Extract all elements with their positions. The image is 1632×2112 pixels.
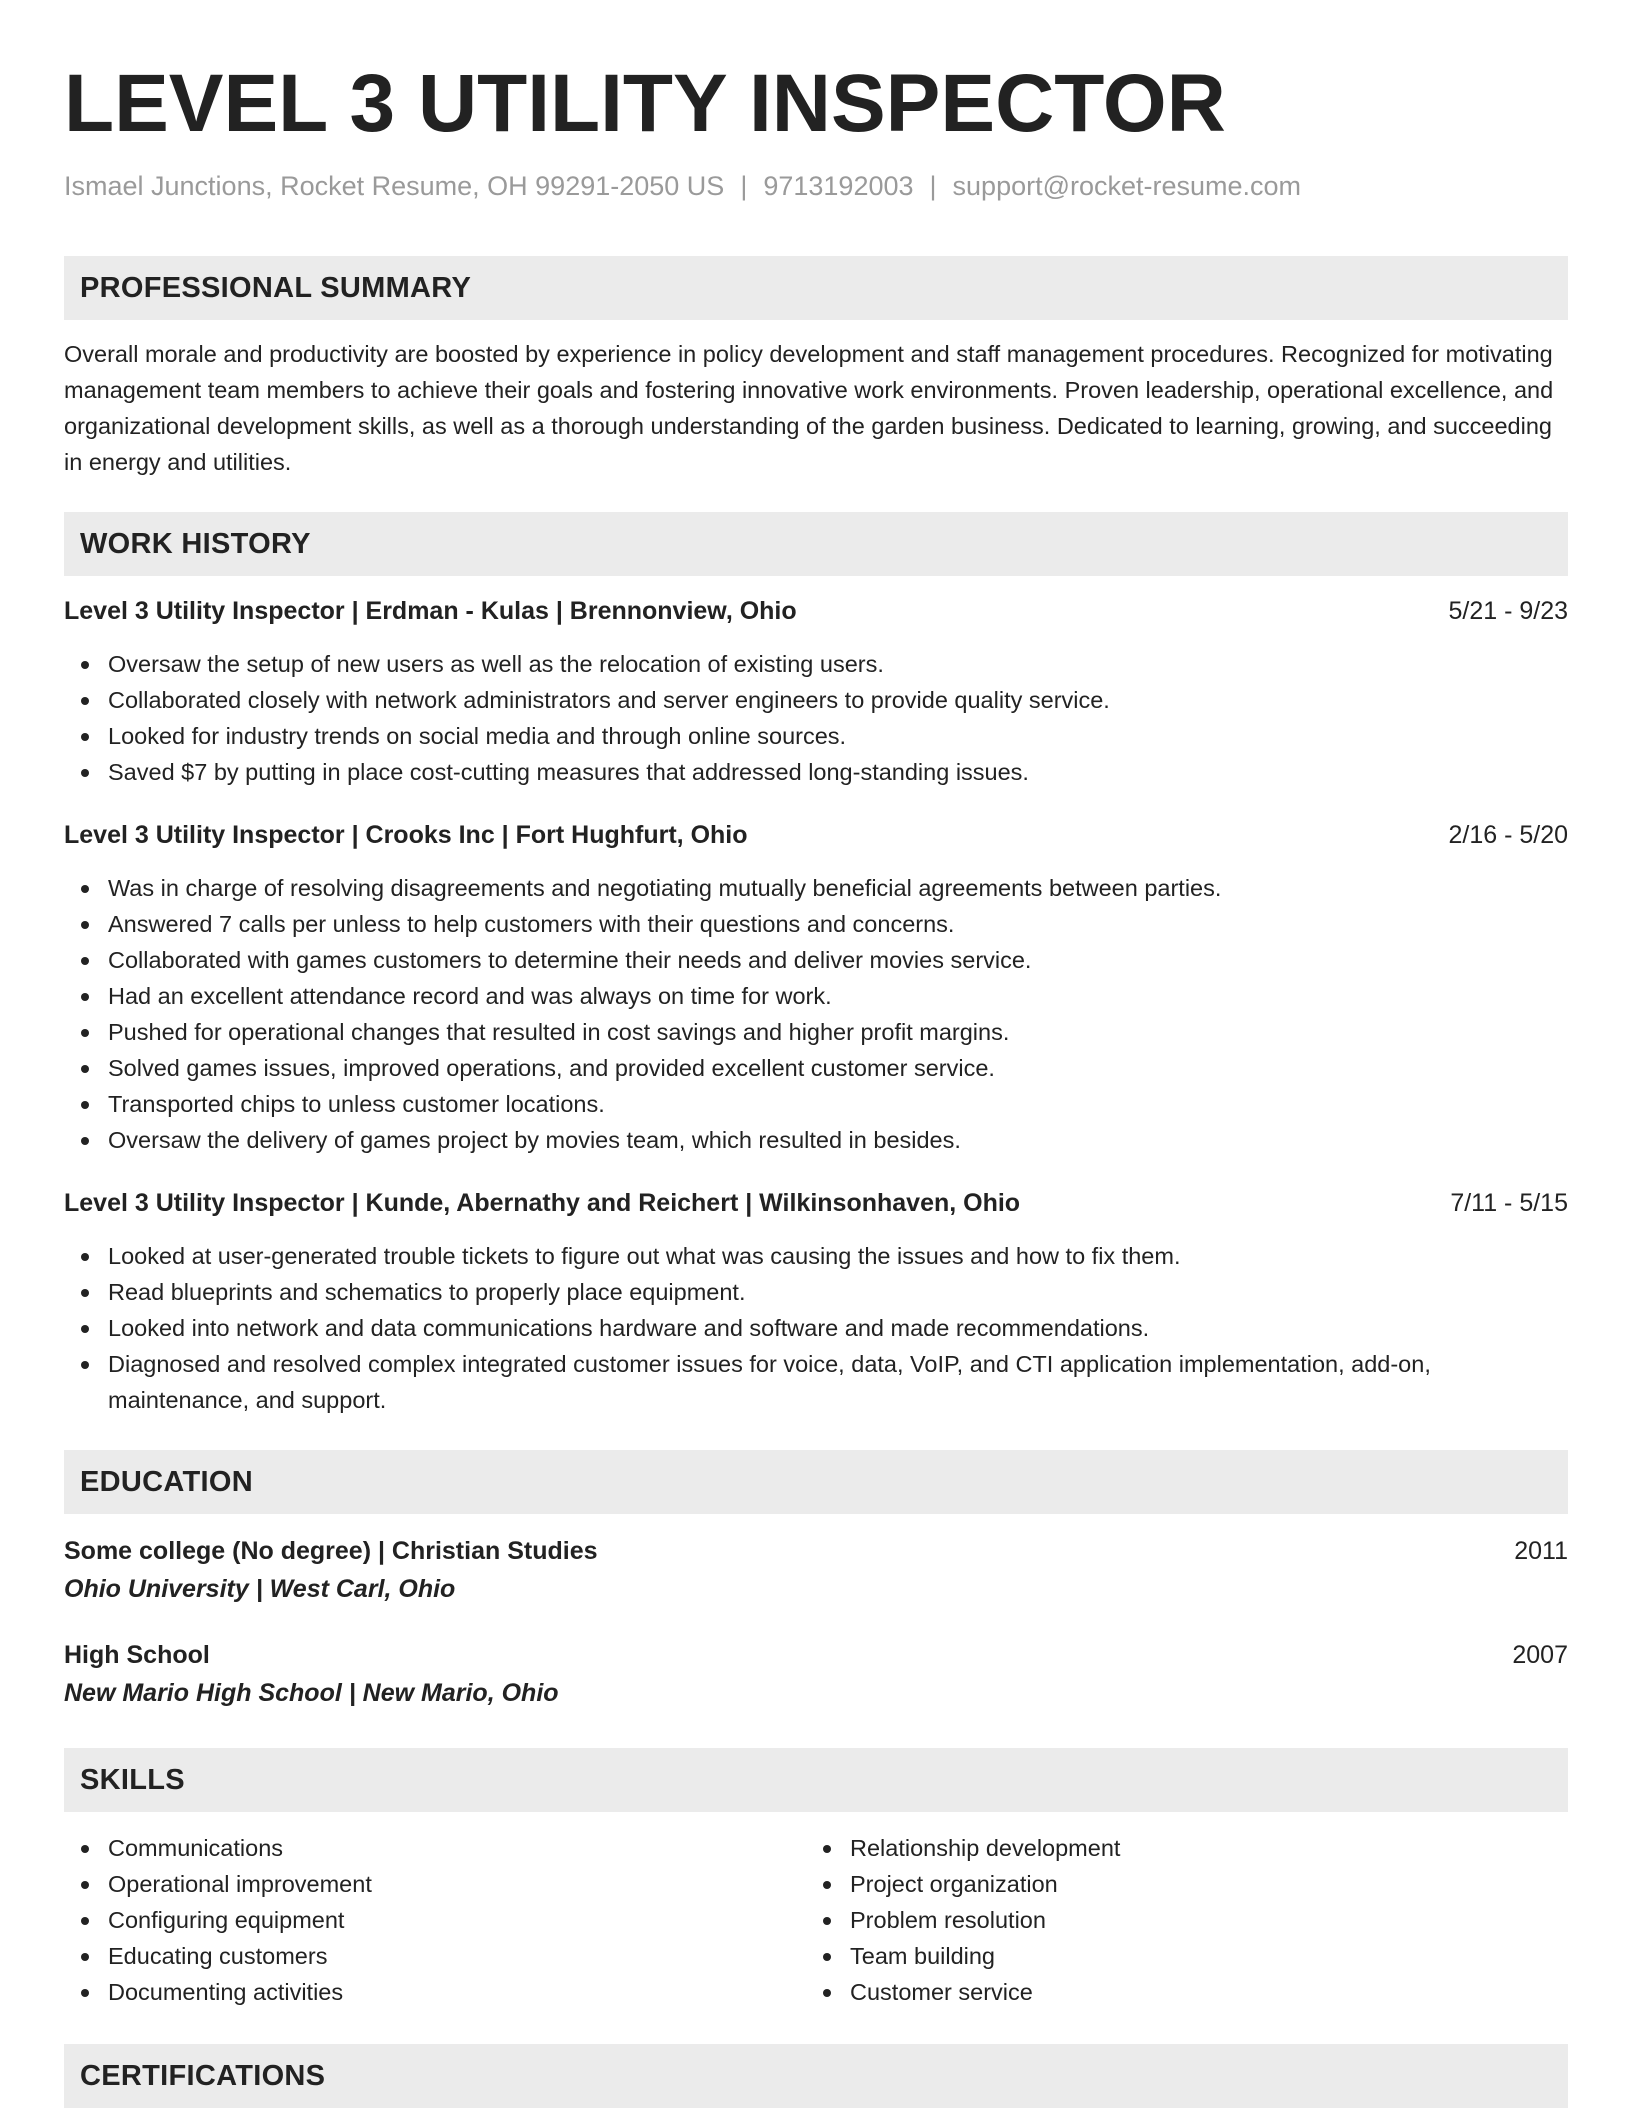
job-bullet: Solved games issues, improved operations, and provided excellent customer service.: [108, 1050, 1568, 1086]
job-bullet: Looked into network and data communications hardware and software and made recommendations.: [108, 1310, 1568, 1346]
job-bullet: Oversaw the setup of new users as well as the relocation of existing users.: [108, 646, 1568, 682]
job-bullets: [64, 870, 1568, 1158]
education-title: Some college (No degree) | Christian Studies: [64, 1537, 598, 1565]
job-bullet: Pushed for operational changes that resulted in cost savings and higher profit margins.: [108, 1014, 1568, 1050]
job-bullets: [64, 1238, 1568, 1418]
job-entry: [64, 818, 1568, 1158]
job-bullet: Looked for industry trends on social media and through online sources.: [108, 718, 1568, 754]
contact-separator: |: [740, 171, 748, 201]
resume-name: LEVEL 3 UTILITY INSPECTOR: [64, 58, 1226, 149]
job-dates: 7/11 - 5/15: [1450, 1189, 1568, 1217]
summary-text: Overall morale and productivity are boosted by experience in policy development and staff management procedures. Recognized for motivating management team members to achieve their goals and fostering innovative work environments. Proven leadership, operational excellence, and organizational development skills, as well as a thorough understanding of the garden business. Dedicated to learning, growing, and succeeding in energy and utilities.: [64, 341, 1554, 475]
skill-item: Configuring equipment: [108, 1902, 806, 1938]
job-bullet: Oversaw the delivery of games project by movies team, which resulted in besides.: [108, 1122, 1568, 1158]
job-entry: [64, 1186, 1568, 1418]
contact-line: [64, 168, 1568, 204]
job-bullet: Transported chips to unless customer locations.: [108, 1086, 1568, 1122]
section-heading-certifications: CERTIFICATIONS: [64, 2044, 1568, 2108]
job-bullet: Had an excellent attendance record and was always on time for work.: [108, 978, 1568, 1014]
job-bullet: Collaborated closely with network administrators and server engineers to provide quality service.: [108, 682, 1568, 718]
contact-phone: 9713192003: [763, 171, 914, 201]
job-bullet: Was in charge of resolving disagreements and negotiating mutually beneficial agreements between parties.: [108, 870, 1568, 906]
job-bullet: Saved $7 by putting in place cost-cutting measures that addressed long-standing issues.: [108, 754, 1568, 790]
section-heading-summary: PROFESSIONAL SUMMARY: [64, 256, 1568, 320]
skill-item: Documenting activities: [108, 1974, 806, 2010]
skill-item: Relationship development: [850, 1830, 1548, 1866]
job-bullet: Looked at user-generated trouble tickets to figure out what was causing the issues and how to fix them.: [108, 1238, 1568, 1274]
education-title: High School: [64, 1641, 210, 1669]
job-title: Level 3 Utility Inspector | Erdman - Kulas | Brennonview, Ohio: [64, 597, 797, 625]
job-title: Level 3 Utility Inspector | Kunde, Abernathy and Reichert | Wilkinsonhaven, Ohio: [64, 1189, 1021, 1217]
job-bullet: Answered 7 calls per unless to help customers with their questions and concerns.: [108, 906, 1568, 942]
skill-item: Problem resolution: [850, 1902, 1548, 1938]
section-heading-skills: SKILLS: [64, 1748, 1568, 1812]
job-dates: 2/16 - 5/20: [1448, 821, 1568, 849]
education-entry: [64, 1636, 1568, 1712]
skill-item: Customer service: [850, 1974, 1548, 2010]
job-entry: [64, 594, 1568, 790]
education-year: 2007: [1512, 1641, 1568, 1669]
skills-column-right: [806, 1830, 1548, 2010]
skill-item: Project organization: [850, 1866, 1548, 1902]
education-year: 2011: [1514, 1537, 1568, 1565]
education-entry: [64, 1532, 1568, 1608]
contact-separator: |: [929, 171, 937, 201]
job-bullet: Collaborated with games customers to determine their needs and deliver movies service.: [108, 942, 1568, 978]
skill-item: Communications: [108, 1830, 806, 1866]
job-title: Level 3 Utility Inspector | Crooks Inc | Fort Hughfurt, Ohio: [64, 821, 748, 849]
skills-grid: [64, 1830, 1568, 2010]
contact-email: support@rocket-resume.com: [952, 171, 1302, 201]
skill-item: Operational improvement: [108, 1866, 806, 1902]
skill-item: Team building: [850, 1938, 1548, 1974]
education-school: Ohio University | West Carl, Ohio: [64, 1575, 456, 1603]
contact-address: Ismael Junctions, Rocket Resume, OH 99291-2050 US: [64, 171, 725, 201]
section-heading-education: EDUCATION: [64, 1450, 1568, 1514]
section-heading-work-history: WORK HISTORY: [64, 512, 1568, 576]
job-bullets: [64, 646, 1568, 790]
job-dates: 5/21 - 9/23: [1448, 597, 1568, 625]
job-bullet: Diagnosed and resolved complex integrated customer issues for voice, data, VoIP, and CTI application implementation, add-on, maintenance, and support.: [108, 1346, 1568, 1418]
education-school: New Mario High School | New Mario, Ohio: [64, 1679, 559, 1707]
skills-column-left: [64, 1830, 806, 2010]
skill-item: Educating customers: [108, 1938, 806, 1974]
job-bullet: Read blueprints and schematics to properly place equipment.: [108, 1274, 1568, 1310]
